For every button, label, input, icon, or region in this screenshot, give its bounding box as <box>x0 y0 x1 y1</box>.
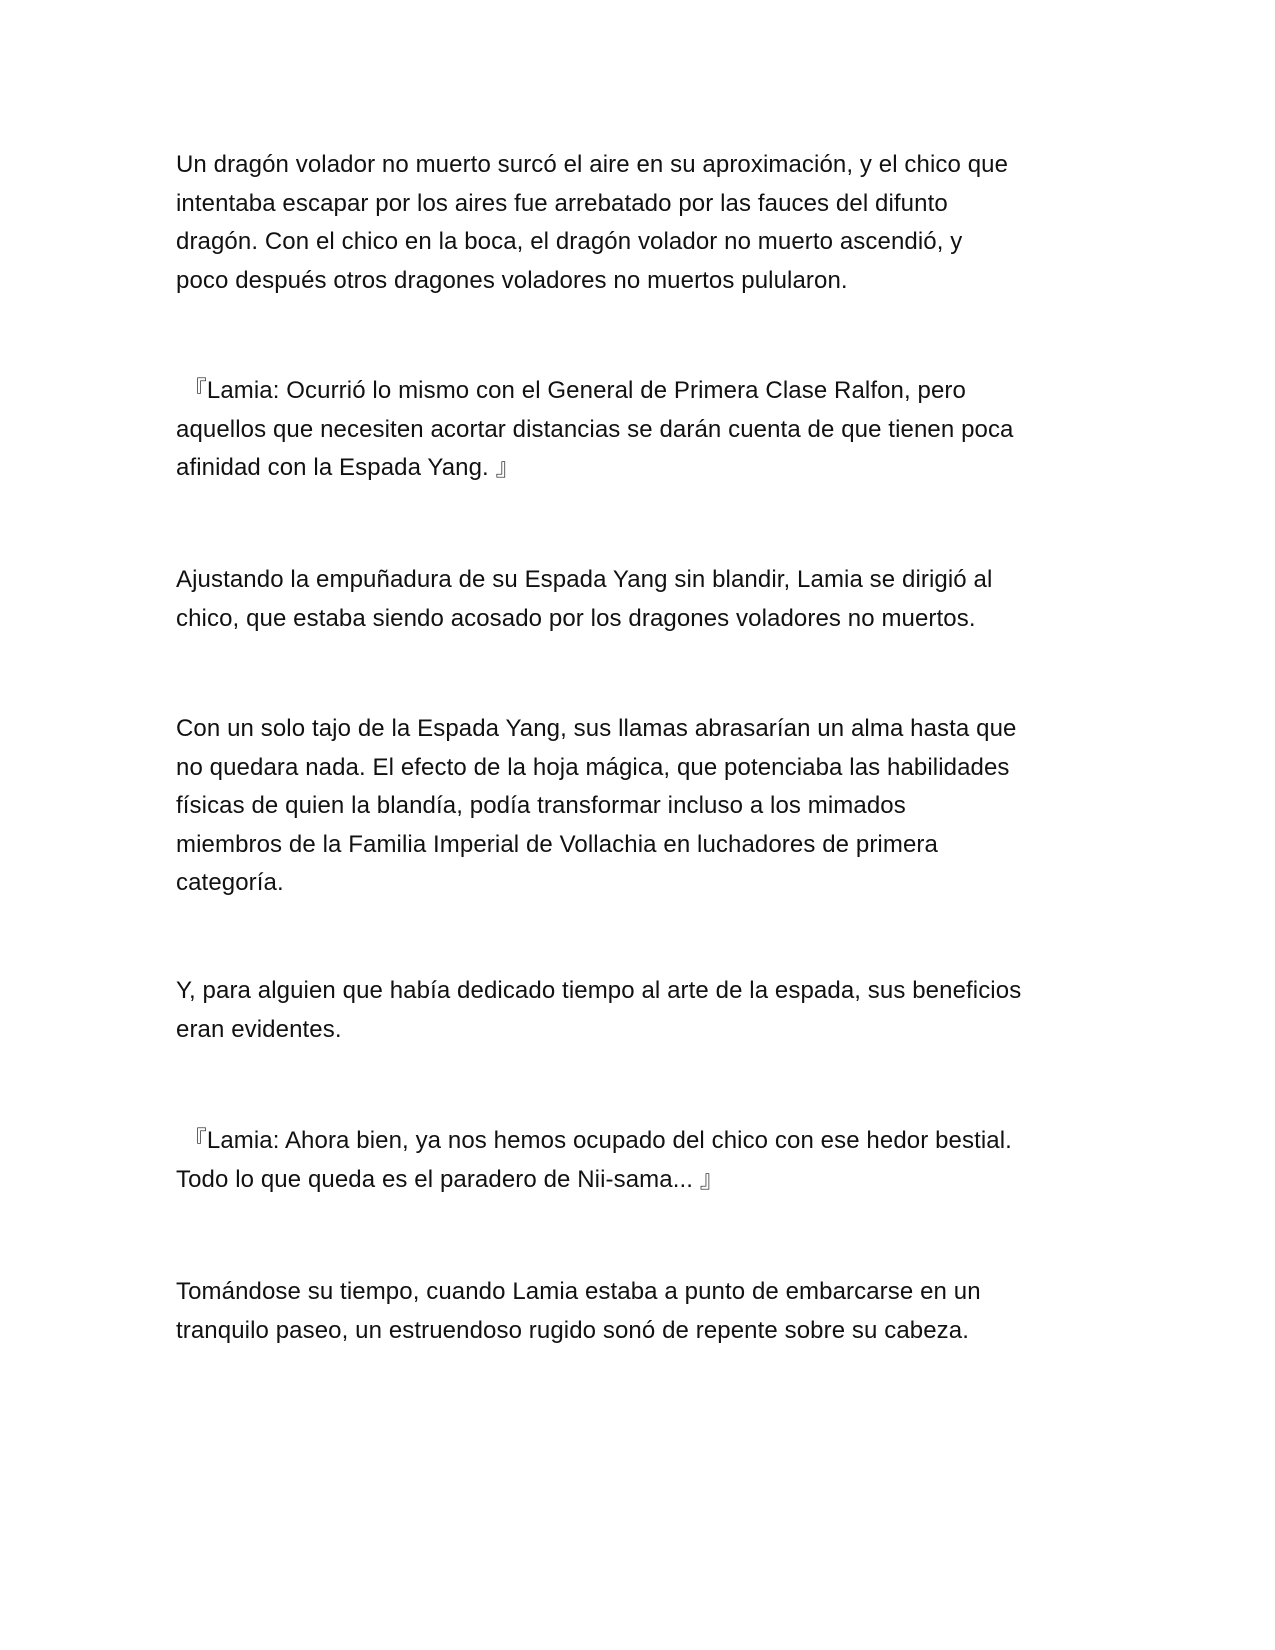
paragraph-narration-2 <box>176 561 1106 638</box>
text-line: tranquilo paseo, un estruendoso rugido sonó de repente sobre su cabeza. <box>176 1316 969 1344</box>
text-line: Tomándose su tiempo, cuando Lamia estaba a punto de embarcarse en un <box>176 1278 981 1305</box>
text-line: Ajustando la empuñadura de su Espada Yang sin blandir, Lamia se dirigió al <box>176 566 993 593</box>
text-line: 『Lamia: Ocurrió lo mismo con el General de Primera Clase Ralfon, pero <box>176 377 966 404</box>
text-line: Y, para alguien que había dedicado tiempo al arte de la espada, sus beneficios <box>176 977 1022 1004</box>
text-line: chico, que estaba siendo acosado por los dragones voladores no muertos. <box>176 604 976 632</box>
paragraph-narration-3 <box>176 710 1106 903</box>
paragraph-dialogue-lamia-1 <box>176 372 1106 488</box>
text-line: categoría. <box>176 869 284 896</box>
text-line: dragón. Con el chico en la boca, el dragón volador no muerto ascendió, y <box>176 228 963 255</box>
text-line: miembros de la Familia Imperial de Vollachia en luchadores de primera <box>176 830 938 858</box>
text-line: Con un solo tajo de la Espada Yang, sus llamas abrasarían un alma hasta que <box>176 715 1017 742</box>
text-line: afinidad con la Espada Yang. 』 <box>176 454 520 481</box>
text-line: Todo lo que queda es el paradero de Nii-sama... 』 <box>176 1165 724 1193</box>
text-line: no quedara nada. El efecto de la hoja mágica, que potenciaba las habilidades <box>176 753 1010 781</box>
text-line: físicas de quien la blandía, podía transformar incluso a los mimados <box>176 792 906 819</box>
text-line: 『Lamia: Ahora bien, ya nos hemos ocupado del chico con ese hedor bestial. <box>176 1127 1012 1154</box>
text-line: intentaba escapar por los aires fue arrebatado por las fauces del difunto <box>176 189 948 217</box>
paragraph-dialogue-lamia-2 <box>176 1122 1106 1199</box>
text-line: Un dragón volador no muerto surcó el aire en su aproximación, y el chico que <box>176 151 1009 178</box>
text-line: poco después otros dragones voladores no muertos pulularon. <box>176 266 848 294</box>
paragraph-narration-5 <box>176 1273 1106 1350</box>
paragraph-narration-1 <box>176 146 1106 300</box>
paragraph-narration-4 <box>176 972 1106 1049</box>
text-line: aquellos que necesiten acortar distancias se darán cuenta de que tienen poca <box>176 415 1014 443</box>
text-line: eran evidentes. <box>176 1015 342 1043</box>
